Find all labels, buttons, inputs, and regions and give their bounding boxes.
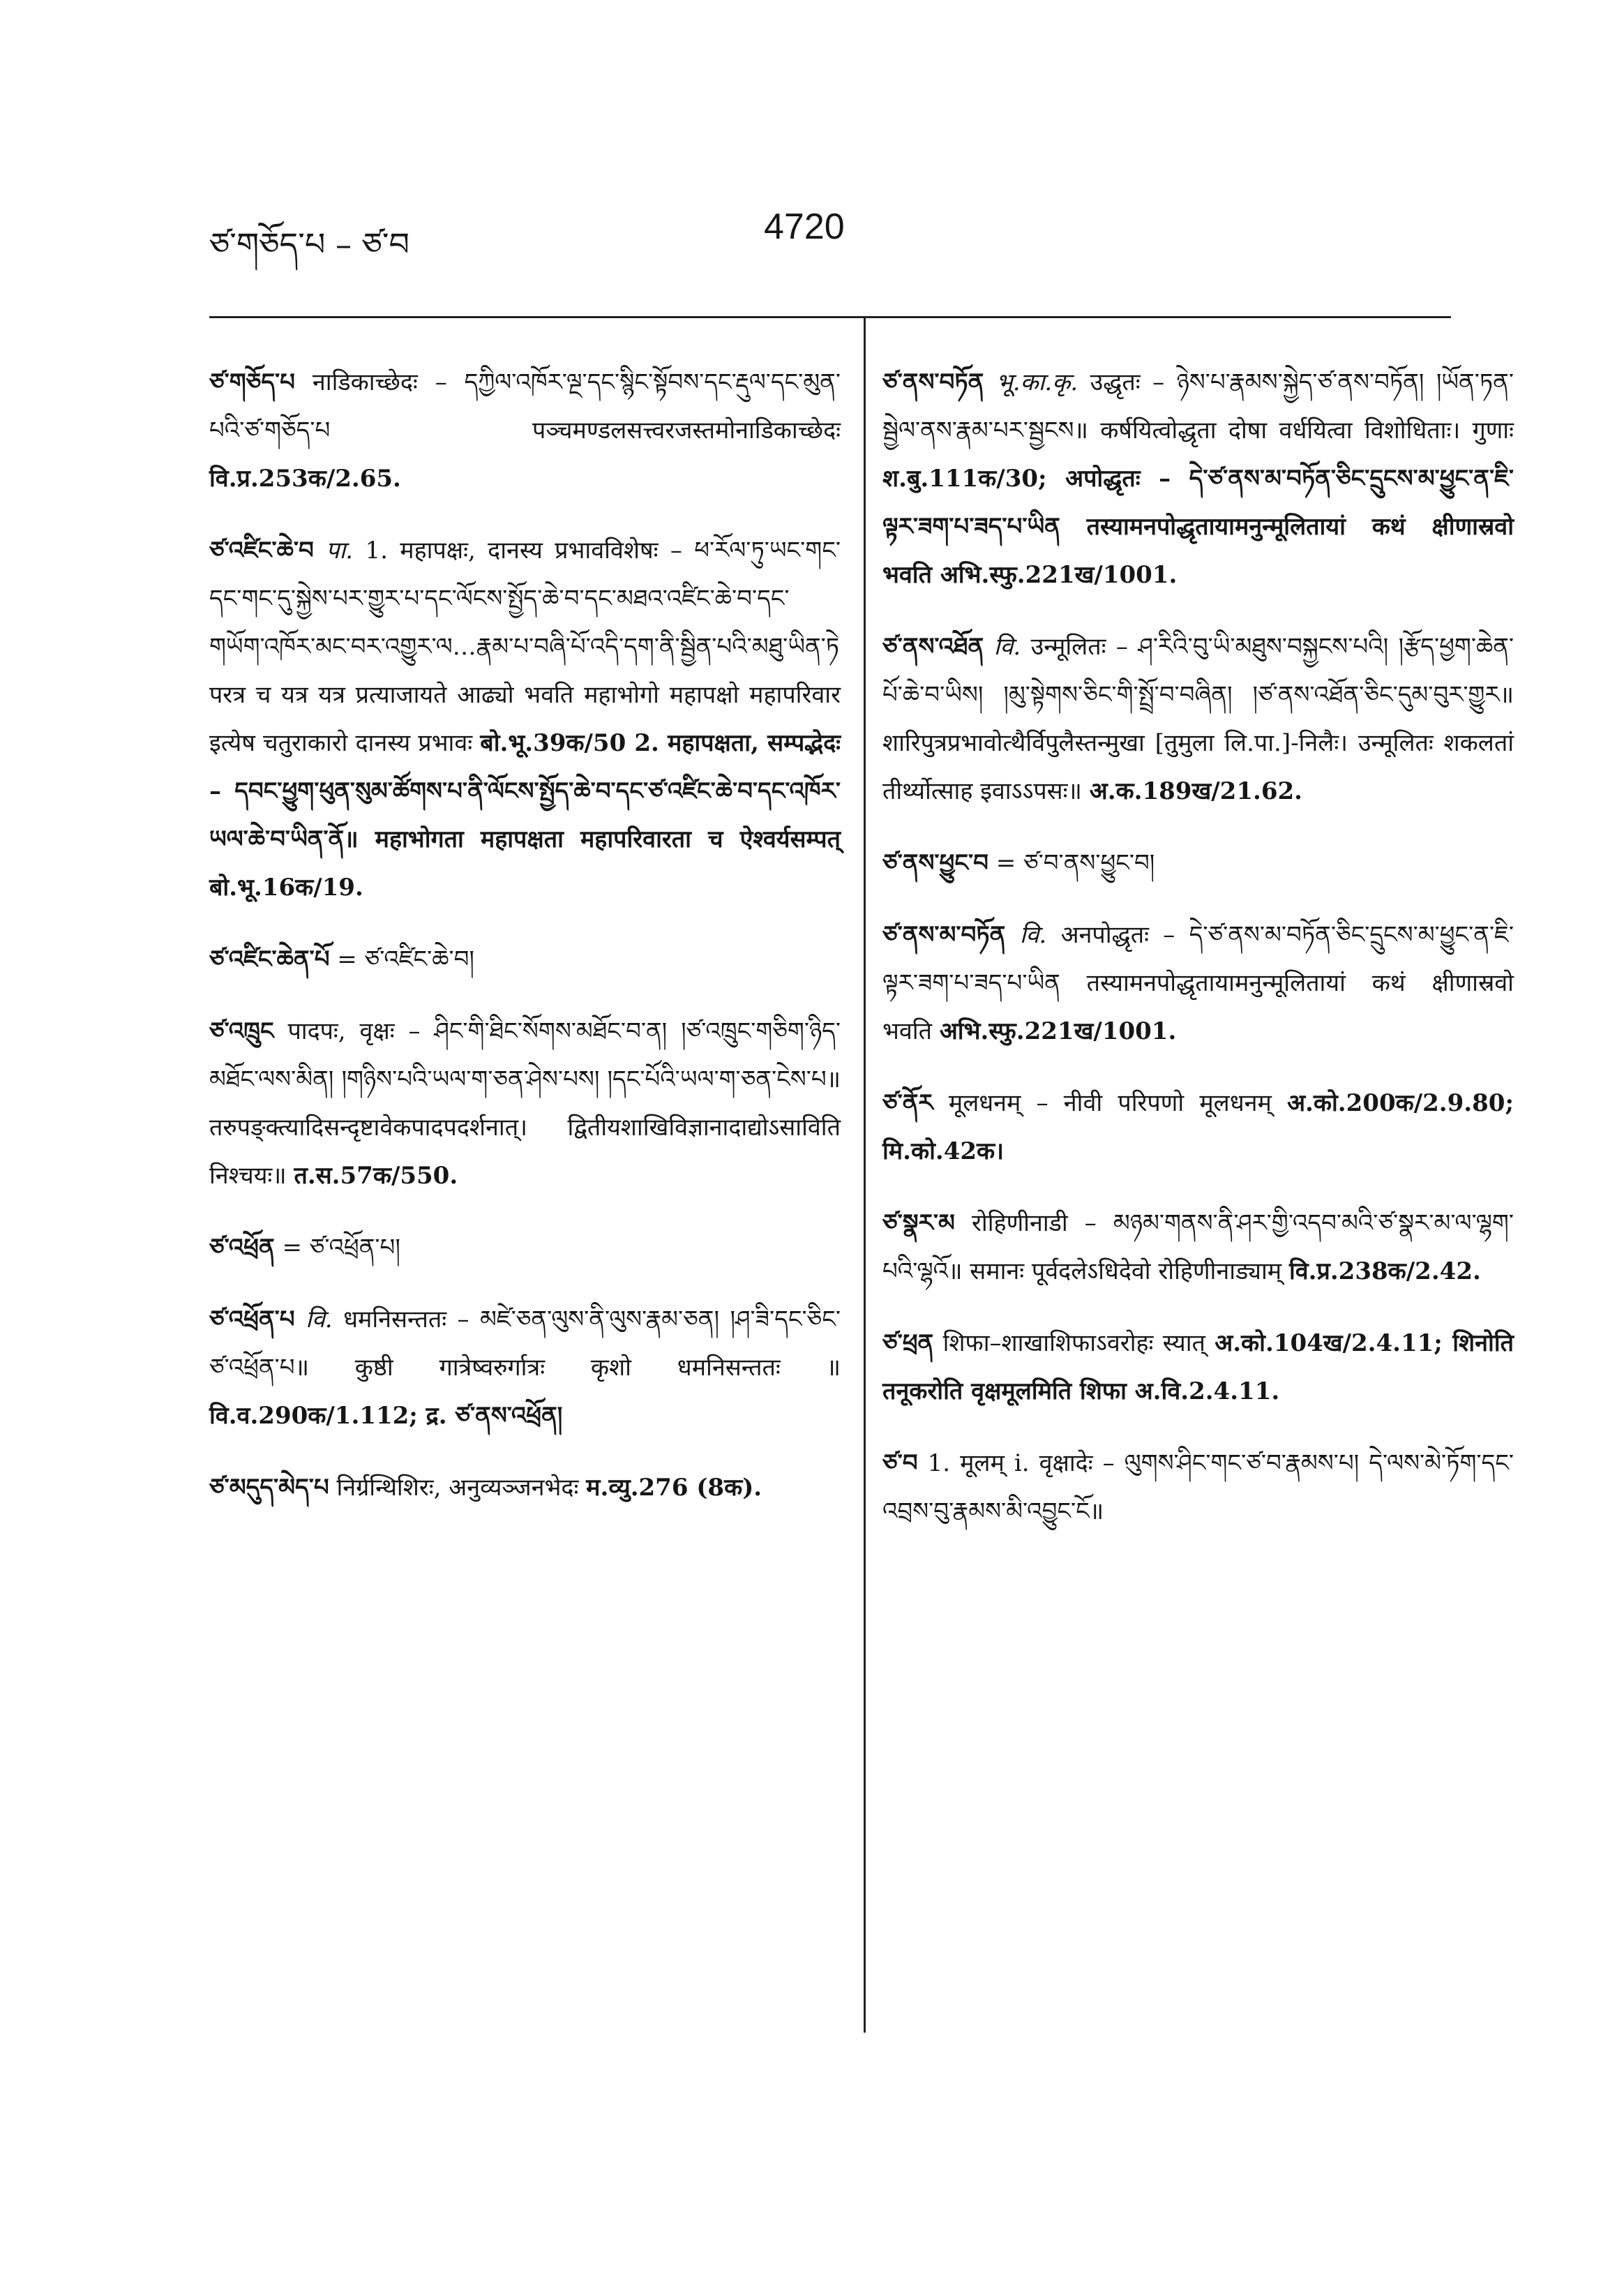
dictionary-entry bbox=[882, 1440, 1514, 1536]
headword: ཙ་འཕྲོན་པ bbox=[209, 1306, 295, 1333]
right-column bbox=[882, 335, 1514, 1550]
dictionary-entry bbox=[882, 839, 1514, 888]
dictionary-entry bbox=[209, 1224, 841, 1272]
headword: ཙ་ནས་མ་བཏོན bbox=[882, 921, 1006, 949]
reference: अभि.स्फु.221ख/1001. bbox=[939, 1017, 1177, 1045]
reference: म.व्यु.276 (8क). bbox=[586, 1474, 762, 1502]
reference: वि.प्र.253क/2.65. bbox=[209, 465, 401, 493]
dictionary-entry bbox=[882, 1079, 1514, 1176]
headword: ཙ་སྣར་མ bbox=[882, 1209, 955, 1237]
dictionary-entry bbox=[882, 1320, 1514, 1416]
headword: ཙ་མདུད་མེད་པ bbox=[209, 1474, 329, 1502]
definition: = ཙ་བ་ནས་ཕྱུང་བ། bbox=[995, 849, 1155, 877]
header-rule bbox=[209, 316, 1451, 318]
grammar-tag: वि. bbox=[993, 633, 1021, 661]
reference: अ.क.189ख/21.62. bbox=[1089, 777, 1302, 805]
headword: ཙ་ནས་བཏོན bbox=[882, 368, 984, 396]
headword: ཙ་འཛིང་ཆེན་པོ bbox=[209, 945, 330, 973]
dictionary-entry bbox=[882, 911, 1514, 1056]
dictionary-entry bbox=[209, 936, 841, 984]
grammar-tag: वि. bbox=[1019, 921, 1047, 949]
definition: धमनिसन्ततः – མཛེ་ཅན་ལུས་ནི་ལུས་རྣམ་ཅན། །ཤ་ཟི་དང་ཅིང་ཙ་འཕྲོན་པ॥ कुष्ठी गात्रेष्वरुर्गात्रः कृशो धमनिसन्ततः ॥ bbox=[209, 1306, 841, 1382]
dictionary-entry bbox=[209, 1008, 841, 1200]
reference: त.स.57क/550. bbox=[294, 1162, 458, 1190]
headword: ཙ་བ bbox=[882, 1449, 918, 1477]
running-head: ཙ་གཅོད་པ – ཙ་བ bbox=[209, 225, 409, 263]
definition: रोहिणीनाडी – མཉམ་གནས་ནི་ཤར་གྱི་འདབ་མའི་ཙ་སྣར་མ་ལ་ལྷག་པའི་ལྷའོ॥ समानः पूर्वदलेऽधिदेवो रोहिणीनाड्याम् bbox=[882, 1209, 1514, 1285]
definition: = ཙ་འཕྲོན་པ། bbox=[282, 1234, 400, 1262]
definition: उद्धृतः – ཉེས་པ་རྣམས་སྐྱེད་ཙ་ནས་བཏོན། །ཡོན་ཏན་སྦྱེལ་ནས་རྣམ་པར་སྦྱངས॥ कर्षयित्वोद्धृता दोषा वर्धयित्वा विशोधिताः। गुणाः bbox=[882, 368, 1514, 444]
definition: 1. महापक्षः, दानस्य प्रभावविशेषः – ཕ་རོལ་ཏུ་ཡང་གང་དང་གང་དུ་སྐྱེས་པར་གྱུར་པ་དང་ལོངས་སྤྱོད་ཆེ་བ་དང་མཐའ་འཛིང་ཆེ་བ་དང་གཡོག་འཁོར་མང་བར་འགྱུར་ལ…རྣམ་པ་བཞི་པོ་འདི་དག་ནི་སྦྱིན་པའི་མཐུ་ཡིན་ཏེ परत्र च यत्र यत्र प्रत्याजायते आढ्यो भवति महाभोगो महापक्षो महापरिवार इत्येष चतुराकारो दानस्य प्रभावः bbox=[209, 537, 841, 757]
dictionary-entry bbox=[882, 623, 1514, 816]
headword: ཙ་ནོར bbox=[882, 1089, 933, 1117]
dictionary-entry bbox=[209, 359, 841, 503]
grammar-tag: पा. bbox=[326, 537, 354, 565]
definition: अनपोद्धृतः – དེ་ཙ་ནས་མ་བཏོན་ཅིང་དྲུངས་མ་ཕྱུང་ན་ཇི་ལྟར་ཟག་པ་ཟད་པ་ཡིན तस्यामनपोद्धृतायामनुन्मूलितायां कथं क्षीणास्रवो भवति bbox=[882, 921, 1514, 1045]
definition: 1. मूलम् i. वृक्षादेः – ལུགས་ཤིང་གང་ཙ་བ་རྣམས་པ། དེ་ལས་མེ་ཏོག་དང་འབྲས་བུ་རྣམས་མི་འབྱུང་ངོ॥ bbox=[882, 1449, 1514, 1525]
grammar-tag: वि. bbox=[306, 1306, 333, 1333]
page-number: 4720 bbox=[764, 207, 845, 247]
reference: श.बु.111क/30; अपोद्धृतः – དེ་ཙ་ནས་མ་བཏོན་ཅིང་དྲུངས་མ་ཕྱུང་ན་ཇི་ལྟར་ཟག་པ་ཟད་པ་ཡིན तस्यामनपोद्धृतायामनुन्मूलितायां कथं क्षीणास्रवो भवति अभि.स्फु.221ख/1001. bbox=[882, 465, 1514, 589]
dictionary-entry bbox=[882, 1199, 1514, 1296]
definition: उन्मूलितः – ཤ་རིའི་བུ་ཡི་མཐུས་བསྐྱངས་པའི། །རྩོད་ཕྱག་ཆེན་པོ་ཆེ་བ་ཡིས། །མུ་སྟེགས་ཅིང་གི་སྤྲོ་བ་བཞིན། །ཙ་ནས་འཐོན་ཅིང་དུམ་བུར་གྱུར॥ शारिपुत्रप्रभावोत्थैर्विपुलैस्तन्मुखा [तुमुला लि.पा.]-निलैः। उन्मूलितः शकलतां तीर्थ्योत्साह इवाऽऽपसः॥ bbox=[882, 633, 1514, 805]
reference: वि.व.290क/1.112; द्र. ཙ་ནས་འཕྲོན། bbox=[209, 1402, 563, 1430]
reference: अ.को.200क/2.9.80; मि.को.42क। bbox=[882, 1089, 1514, 1165]
reference: बो.भू.39क/50 2. महापक्षता, सम्पद्भेदः – དབང་ཕྱུག་ཕུན་སུམ་ཚོགས་པ་ནི་ལོངས་སྤྱོད་ཆེ་བ་དང་ཙ་འཛིང་ཆེ་བ་དང་འཁོར་ཡལ་ཆེ་བ་ཡིན་ནོ॥ महाभोगता महापक्षता महापरिवारता च ऐश्वर्यसम्पत् बो.भू.16क/19. bbox=[209, 729, 841, 902]
headword: ཙ་ནས་འཐོན bbox=[882, 633, 984, 661]
headword: ཙ་འཁྲུང bbox=[209, 1017, 274, 1045]
definition: = ཙ་འཛིང་ཆེ་བ། bbox=[337, 945, 474, 973]
dictionary-entry bbox=[882, 359, 1514, 599]
definition: पादपः, वृक्षः – ཤིང་གི་ཐིང་སོགས་མཐོང་བ་ན། །ཙ་འཁྲུང་གཅིག་ཉིད་མཐོང་ལས་མིན། །གཉིས་པའི་ཡལ་ག་ཅན་ཤེས་པས། །དང་པོའི་ཡལ་ག་ཅན་ངེས་པ॥ तरुपङ्क्त्यादिसन्दृष्टावेकपादपदर्शनात्। द्वितीयशाखिविज्ञानादाद्योऽसाविति निश्चयः॥ bbox=[209, 1017, 841, 1190]
reference: वि.प्र.238क/2.42. bbox=[1288, 1257, 1481, 1285]
headword: ཙ་ཕྲན bbox=[882, 1329, 934, 1357]
reference: अ.को.104ख/2.4.11; शिनोति तनूकरोति वृक्षमूलमिति शिफा अ.वि.2.4.11. bbox=[882, 1329, 1514, 1405]
dictionary-entry bbox=[209, 527, 841, 912]
definition: नाडिकाच्छेदः – དཀྱིལ་འཁོར་ལྔ་དང་སྙིང་སྟོབས་དང་རྡུལ་དང་མུན་པའི་ཙ་གཅོད་པ पञ्चमण्डलसत्त्वरजस्तमोनाडिकाच्छेदः bbox=[209, 368, 841, 444]
definition: शिफा–शाखाशिफाऽवरोहः स्यात् bbox=[942, 1329, 1205, 1357]
headword: ཙ་འཛིང་ཆེ་བ bbox=[209, 537, 314, 565]
headword: ཙ་གཅོད་པ bbox=[209, 368, 295, 396]
left-column bbox=[209, 335, 841, 1526]
definition: निर्ग्रन्थिशिरः, अनुव्यञ्जनभेदः bbox=[336, 1474, 579, 1502]
grammar-tag: भू.का.कृ. bbox=[995, 368, 1078, 396]
headword: ཙ་ནས་ཕྱུང་བ bbox=[882, 849, 988, 877]
dictionary-entry bbox=[209, 1296, 841, 1440]
column-divider bbox=[864, 316, 866, 2033]
headword: ཙ་འཕྲོན bbox=[209, 1234, 275, 1262]
definition: मूलधनम् – नीवी परिपणो मूलधनम् bbox=[948, 1089, 1272, 1117]
dictionary-entry bbox=[209, 1464, 841, 1512]
